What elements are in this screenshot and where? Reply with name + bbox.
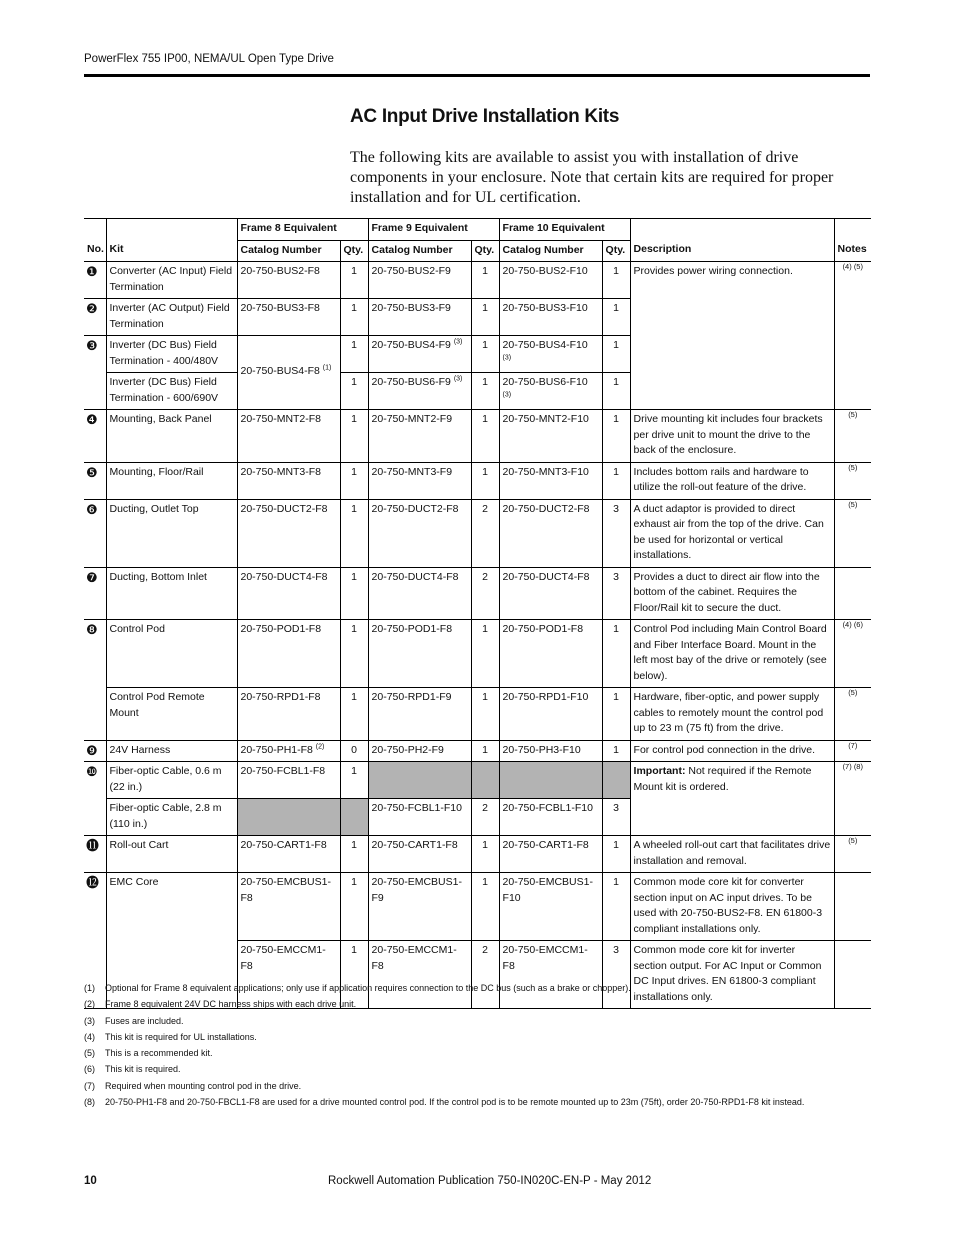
catalog-cell: 20-750-MNT2-F8 (237, 410, 340, 463)
publication-info: Rockwell Automation Publication 750-IN020C-EN-P - May 2012 (328, 1175, 652, 1187)
qty-cell: 1 (471, 462, 499, 499)
notes-cell: (7) (8) (834, 762, 871, 836)
catalog-cell: 20-750-EMCCM1-F8 (499, 941, 602, 1009)
catalog-cell: 20-750-MNT2-F9 (368, 410, 471, 463)
empty-shaded-cell (368, 762, 471, 799)
col-header-description: Description (630, 240, 834, 262)
footnote: (3) Fuses are included. (84, 1015, 184, 1026)
table-row (84, 499, 871, 567)
catalog-cell: 20-750-BUS3-F9 (368, 299, 471, 336)
running-header: PowerFlex 755 IP00, NEMA/UL Open Type Drive (84, 53, 334, 65)
catalog-cell: 20-750-RPD1-F9 (368, 688, 471, 741)
catalog-cell: 20-750-BUS4-F9 $^{(3)}$ (368, 336, 471, 373)
catalog-cell: 20-750-POD1-F8 (368, 620, 471, 688)
catalog-cell: 20-750-BUS3-F10 (499, 299, 602, 336)
qty-cell: 1 (340, 462, 368, 499)
row-number-badge: ❽ (86, 622, 98, 637)
qty-cell: 1 (471, 873, 499, 941)
kit-cell: Roll-out Cart (106, 836, 237, 873)
catalog-cell: 20-750-EMCCM1-F8 (368, 941, 471, 1009)
qty-cell: 1 (602, 262, 630, 299)
qty-cell: 1 (340, 299, 368, 336)
notes-cell (834, 873, 871, 941)
notes-cell (834, 567, 871, 620)
catalog-cell: 20-750-BUS3-F8 (237, 299, 340, 336)
row-number-badge: ❼ (86, 569, 98, 585)
col-header-no: No. (87, 243, 104, 255)
col-header-kit: Kit (106, 240, 237, 262)
qty-cell: 1 (340, 410, 368, 463)
intro-paragraph: The following kits are available to assist you with installation of drive components in your enclosure. Note that certain kits are required for proper installation and for UL certification. (350, 149, 834, 206)
notes-cell: (4) (5) (834, 262, 871, 410)
description-cell: Important: Not required if the Remote Mount kit is ordered. (630, 762, 834, 836)
qty-cell: 1 (471, 262, 499, 299)
table-row (84, 836, 871, 873)
qty-cell: 1 (340, 336, 368, 373)
notes-cell: (5) (834, 410, 871, 463)
catalog-cell: 20-750-EMCBUS1-F10 (499, 873, 602, 941)
qty-cell: 1 (602, 299, 630, 336)
catalog-cell: 20-750-MNT2-F10 (499, 410, 602, 463)
empty-shaded-cell (499, 762, 602, 799)
qty-cell: 2 (471, 499, 499, 567)
footnote: (7) Required when mounting control pod in the drive. (84, 1080, 302, 1091)
footnote: (1) Optional for Frame 8 equivalent applications; only use if application requires connection to the DC bus (such as a brake or chopper). (84, 983, 631, 993)
table-row (84, 740, 871, 762)
empty-shaded-cell (471, 762, 499, 799)
catalog-cell: 20-750-PH2-F9 (368, 740, 471, 762)
kit-cell: Ducting, Outlet Top (106, 499, 237, 567)
row-number-badge: ❿ (86, 764, 98, 779)
qty-cell: 1 (340, 941, 368, 1009)
qty-cell: 1 (471, 620, 499, 688)
catalog-cell: 20-750-DUCT2-F8 (368, 499, 471, 567)
kit-cell: Fiber-optic Cable, 2.8 m (110 in.) (106, 799, 237, 836)
catalog-cell: 20-750-DUCT2-F8 (499, 499, 602, 567)
qty-cell: 1 (602, 373, 630, 410)
notes-cell: (5) (834, 462, 871, 499)
empty-shaded-cell (602, 762, 630, 799)
qty-cell: 3 (602, 567, 630, 620)
catalog-cell: 20-750-EMCBUS1-F8 (237, 873, 340, 941)
table-header-row (84, 240, 871, 262)
qty-cell: 3 (602, 941, 630, 1009)
col-header-qty-f9: Qty. (471, 240, 499, 262)
installation-kits-table (84, 218, 871, 1009)
catalog-cell: 20-750-BUS6-F10 $^{(3)}$ (499, 373, 602, 410)
qty-cell: 1 (602, 336, 630, 373)
footnotes (84, 980, 804, 1110)
footnote: (2) Frame 8 equivalent 24V DC harness ships with each drive unit. (84, 999, 357, 1010)
qty-cell: 0 (340, 740, 368, 762)
row-number-badge: ❷ (86, 301, 98, 316)
description-cell: Control Pod including Main Control Board and Fiber Interface Board. Mount in the left most bay of the drive or remotely (see below). (630, 620, 834, 688)
qty-cell: 1 (471, 410, 499, 463)
notes-cell: (5) (834, 836, 871, 873)
table-row (84, 688, 871, 741)
footnote: (4) This kit is required for UL installations. (84, 1031, 257, 1042)
catalog-cell: 20-750-BUS6-F9 $^{(3)}$ (368, 373, 471, 410)
empty-shaded-cell (237, 799, 340, 836)
catalog-cell: 20-750-POD1-F8 (499, 620, 602, 688)
description-cell: Common mode core kit for converter section input on AC input drives. To be used with 20-750-BUS2-F8. EN 61800-3 compliant installations only. (630, 873, 834, 941)
catalog-cell: 20-750-DUCT4-F8 (368, 567, 471, 620)
col-header-qty-f10: Qty. (602, 240, 630, 262)
kit-cell: Control Pod Remote Mount (106, 688, 237, 741)
catalog-cell: 20-750-FCBL1-F10 (499, 799, 602, 836)
qty-cell: 2 (471, 941, 499, 1009)
row-number-badge: ❾ (86, 742, 98, 758)
footnote: (8) 20-750-PH1-F8 and 20-750-FBCL1-F8 are used for a drive mounted control pod. If the control pod is to be remote mounted up to 23m (75ft), order 20-750-RPD1-F8 kit instead. (84, 1097, 805, 1108)
catalog-cell: 20-750-CART1-F8 (237, 836, 340, 873)
notes-cell (834, 941, 871, 1009)
qty-cell: 1 (340, 499, 368, 567)
qty-cell: 1 (602, 873, 630, 941)
qty-cell: 1 (340, 688, 368, 741)
qty-cell: 1 (340, 762, 368, 799)
description-cell: Drive mounting kit includes four brackets per drive unit to mount the drive to the back of the enclosure. (630, 410, 834, 463)
qty-cell: 1 (602, 688, 630, 741)
kit-cell: Converter (AC Input) Field Termination (106, 262, 237, 299)
qty-cell: 1 (340, 262, 368, 299)
kit-cell: Inverter (DC Bus) Field Termination - 400/480V (106, 336, 237, 373)
kit-cell: Fiber-optic Cable, 0.6 m (22 in.) (106, 762, 237, 799)
header-rule (84, 74, 870, 77)
table-row (84, 262, 871, 299)
catalog-cell: 20-750-FCBL1-F10 (368, 799, 471, 836)
table-group-header-row (84, 219, 871, 241)
col-header-catalog-f10: Catalog Number (499, 240, 602, 262)
qty-cell: 1 (340, 567, 368, 620)
qty-cell: 1 (602, 462, 630, 499)
footnote: (5) This is a recommended kit. (84, 1048, 213, 1059)
catalog-cell: 20-750-BUS2-F9 (368, 262, 471, 299)
footnote: (6) This kit is required. (84, 1064, 181, 1075)
kit-cell: Inverter (DC Bus) Field Termination - 600/690V (106, 373, 237, 410)
qty-cell: 1 (471, 336, 499, 373)
catalog-cell: 20-750-BUS2-F8 (237, 262, 340, 299)
group-header-frame9: Frame 9 Equivalent (368, 219, 499, 241)
qty-cell: 1 (602, 836, 630, 873)
catalog-cell: 20-750-BUS2-F10 (499, 262, 602, 299)
catalog-cell: 20-750-RPD1-F8 (237, 688, 340, 741)
row-number-badge: ❶ (86, 264, 98, 279)
catalog-cell: 20-750-BUS4-F8 $^{(1)}$ (237, 336, 340, 410)
kit-cell: EMC Core (106, 873, 237, 1009)
description-cell: For control pod connection in the drive. (630, 740, 834, 762)
table-row (84, 567, 871, 620)
row-number-badge: ❺ (86, 464, 98, 480)
catalog-cell: 20-750-MNT3-F8 (237, 462, 340, 499)
row-number-badge: ❸ (86, 338, 98, 353)
qty-cell: 1 (602, 620, 630, 688)
qty-cell: 3 (602, 499, 630, 567)
qty-cell: 1 (471, 688, 499, 741)
qty-cell: 1 (602, 410, 630, 463)
table-row (84, 873, 871, 941)
notes-cell: (4) (6) (834, 620, 871, 688)
table-row (84, 462, 871, 499)
qty-cell: 1 (471, 373, 499, 410)
col-header-qty-f8: Qty. (340, 240, 368, 262)
row-number-badge: ❻ (86, 501, 98, 517)
col-header-catalog-f9: Catalog Number (368, 240, 471, 262)
description-cell: A wheeled roll-out cart that facilitates drive installation and removal. (630, 836, 834, 873)
kit-cell: Mounting, Back Panel (106, 410, 237, 463)
row-number-badge: ⓫ (86, 838, 100, 853)
empty-shaded-cell (340, 799, 368, 836)
description-cell: Includes bottom rails and hardware to utilize the roll-out feature of the drive. (630, 462, 834, 499)
description-cell: Hardware, fiber-optic, and power supply cables to remotely mount the control pod up to 23 m (75 ft) from the drive. (630, 688, 834, 741)
table-row (84, 620, 871, 688)
notes-cell: (5) (834, 688, 871, 741)
catalog-cell: 20-750-MNT3-F10 (499, 462, 602, 499)
kit-cell: Ducting, Bottom Inlet (106, 567, 237, 620)
catalog-cell: 20-750-CART1-F8 (499, 836, 602, 873)
col-header-catalog-f8: Catalog Number (237, 240, 340, 262)
catalog-cell: 20-750-CART1-F8 (368, 836, 471, 873)
catalog-cell: 20-750-DUCT2-F8 (237, 499, 340, 567)
catalog-cell: 20-750-MNT3-F9 (368, 462, 471, 499)
qty-cell: 2 (471, 799, 499, 836)
qty-cell: 1 (340, 873, 368, 941)
row-number-badge: ❹ (86, 412, 98, 427)
qty-cell: 3 (602, 799, 630, 836)
group-header-frame10: Frame 10 Equivalent (499, 219, 630, 241)
catalog-cell: 20-750-EMCBUS1-F9 (368, 873, 471, 941)
catalog-cell: 20-750-DUCT4-F8 (499, 567, 602, 620)
description-cell: Provides a duct to direct air flow into the bottom of the cabinet. Requires the Floor/Rail kit to secure the duct. (630, 567, 834, 620)
row-number-badge: ⓬ (86, 875, 100, 890)
notes-cell: (5) (834, 499, 871, 567)
table-row (84, 762, 871, 799)
catalog-cell: 20-750-RPD1-F10 (499, 688, 602, 741)
qty-cell: 1 (471, 836, 499, 873)
kit-cell: Mounting, Floor/Rail (106, 462, 237, 499)
notes-cell: (7) (834, 740, 871, 762)
catalog-cell: 20-750-POD1-F8 (237, 620, 340, 688)
qty-cell: 2 (471, 567, 499, 620)
page-number: 10 (84, 1175, 97, 1187)
kit-cell: Control Pod (106, 620, 237, 688)
catalog-cell: 20-750-PH3-F10 (499, 740, 602, 762)
group-header-frame8: Frame 8 Equivalent (237, 219, 368, 241)
catalog-cell: 20-750-BUS4-F10 $^{(3)}$ (499, 336, 602, 373)
section-title: AC Input Drive Installation Kits (350, 106, 620, 127)
description-cell: A duct adaptor is provided to direct exhaust air from the top of the drive. Can be used for horizontal or vertical installations. (630, 499, 834, 567)
col-header-notes: Notes (834, 240, 871, 262)
catalog-cell: 20-750-FCBL1-F8 (237, 762, 340, 799)
qty-cell: 1 (340, 373, 368, 410)
qty-cell: 1 (471, 740, 499, 762)
qty-cell: 1 (471, 299, 499, 336)
catalog-cell: 20-750-PH1-F8 $^{(2)}$ (237, 740, 340, 762)
table-row (84, 410, 871, 463)
qty-cell: 1 (340, 836, 368, 873)
qty-cell: 1 (340, 620, 368, 688)
catalog-cell: 20-750-EMCCM1-F8 (237, 941, 340, 1009)
catalog-cell: 20-750-DUCT4-F8 (237, 567, 340, 620)
kit-cell: Inverter (AC Output) Field Termination (106, 299, 237, 336)
description-cell: Common mode core kit for inverter section output. For AC Input or Common DC Input drives. EN 61800-3 compliant installations only. (630, 941, 834, 1009)
qty-cell: 1 (602, 740, 630, 762)
description-cell: Provides power wiring connection. (630, 262, 834, 410)
kit-cell: 24V Harness (106, 740, 237, 762)
